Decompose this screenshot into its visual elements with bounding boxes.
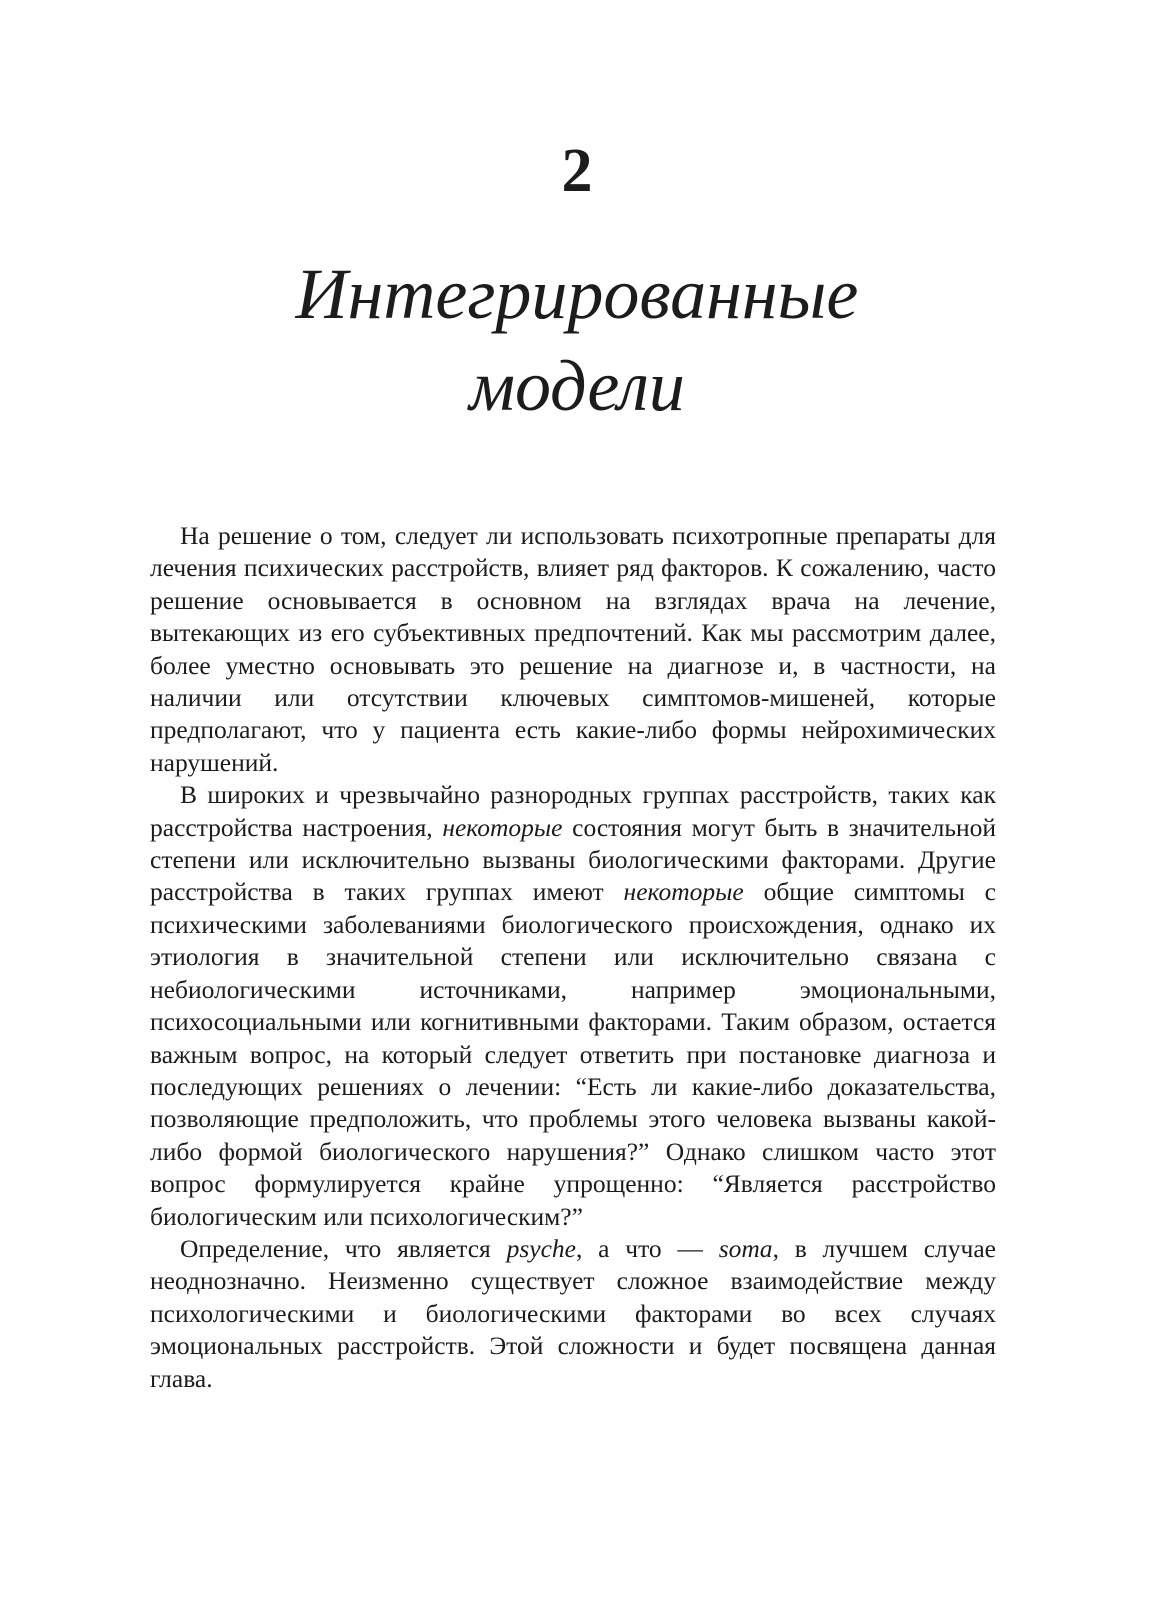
paragraph-text: состояния могут быть в значительной степени или исключительно вызваны биологическими факторами. Другие расстройства в таких группах имеют (150, 812, 996, 907)
paragraph-text: , в лучшем случае неоднозначно. Неизменно существует сложное взаимодействие между психологическими и биологическими факторами во всех случаях эмоциональных расстройств. Этой сложности и будет посвящена данная глава. (150, 1233, 996, 1393)
emphasis-text: soma (718, 1233, 773, 1263)
paragraph-text: общие симптомы с психическими заболеваниями биологического происхождения, однако их этиология в значительной степени или исключительно связана с небиологическими источниками, например эмоциональными, психосоциальными или когнитивными факторами. Таким образом, остается важным вопрос, на который следует ответить при постановке диагноза и последующих решениях о лечении: “Есть ли какие-либо доказательства, позволяющие предположить, что проблемы этого человека вызваны какой-либо формой биологического нарушения?” Однако слишком часто этот вопрос формулируется крайне упрощенно: “Является расстройство биологическим или психологическим?” (150, 877, 996, 1231)
chapter-title-line-2: модели (469, 346, 685, 426)
emphasis-text: некоторые (623, 877, 744, 907)
emphasis-text: некоторые (442, 812, 563, 842)
paragraph-1 (150, 520, 996, 779)
paragraph-text: Определение, что является (180, 1233, 507, 1263)
emphasis-text: psyche (506, 1233, 576, 1263)
chapter-body (150, 520, 996, 1395)
paragraph-text: , а что — (575, 1233, 719, 1263)
chapter-title-line-1: Интегрированные (295, 254, 859, 334)
paragraph-text: В широких и чрезвычайно разнородных группах расстройств, таких как расстройства настроения, (150, 780, 996, 842)
paragraph-3 (150, 1233, 996, 1395)
paragraph-text: На решение о том, следует ли использовать психотропные препараты для лечения психических расстройств, влияет ряд факторов. К сожалению, часто решение основывается в основном на взглядах врача на лечение, вытекающих из его субъективных предпочтений. Как мы рассмотрим далее, более уместно основывать это решение на диагнозе и, в частности, на наличии или отсутствии ключевых симптомов-мишеней, которые предполагают, что у пациента есть какие-либо формы нейрохимических нарушений. (150, 521, 996, 777)
chapter-number: 2 (561, 137, 593, 205)
paragraph-2 (150, 779, 996, 1233)
chapter-title (0, 248, 1154, 432)
